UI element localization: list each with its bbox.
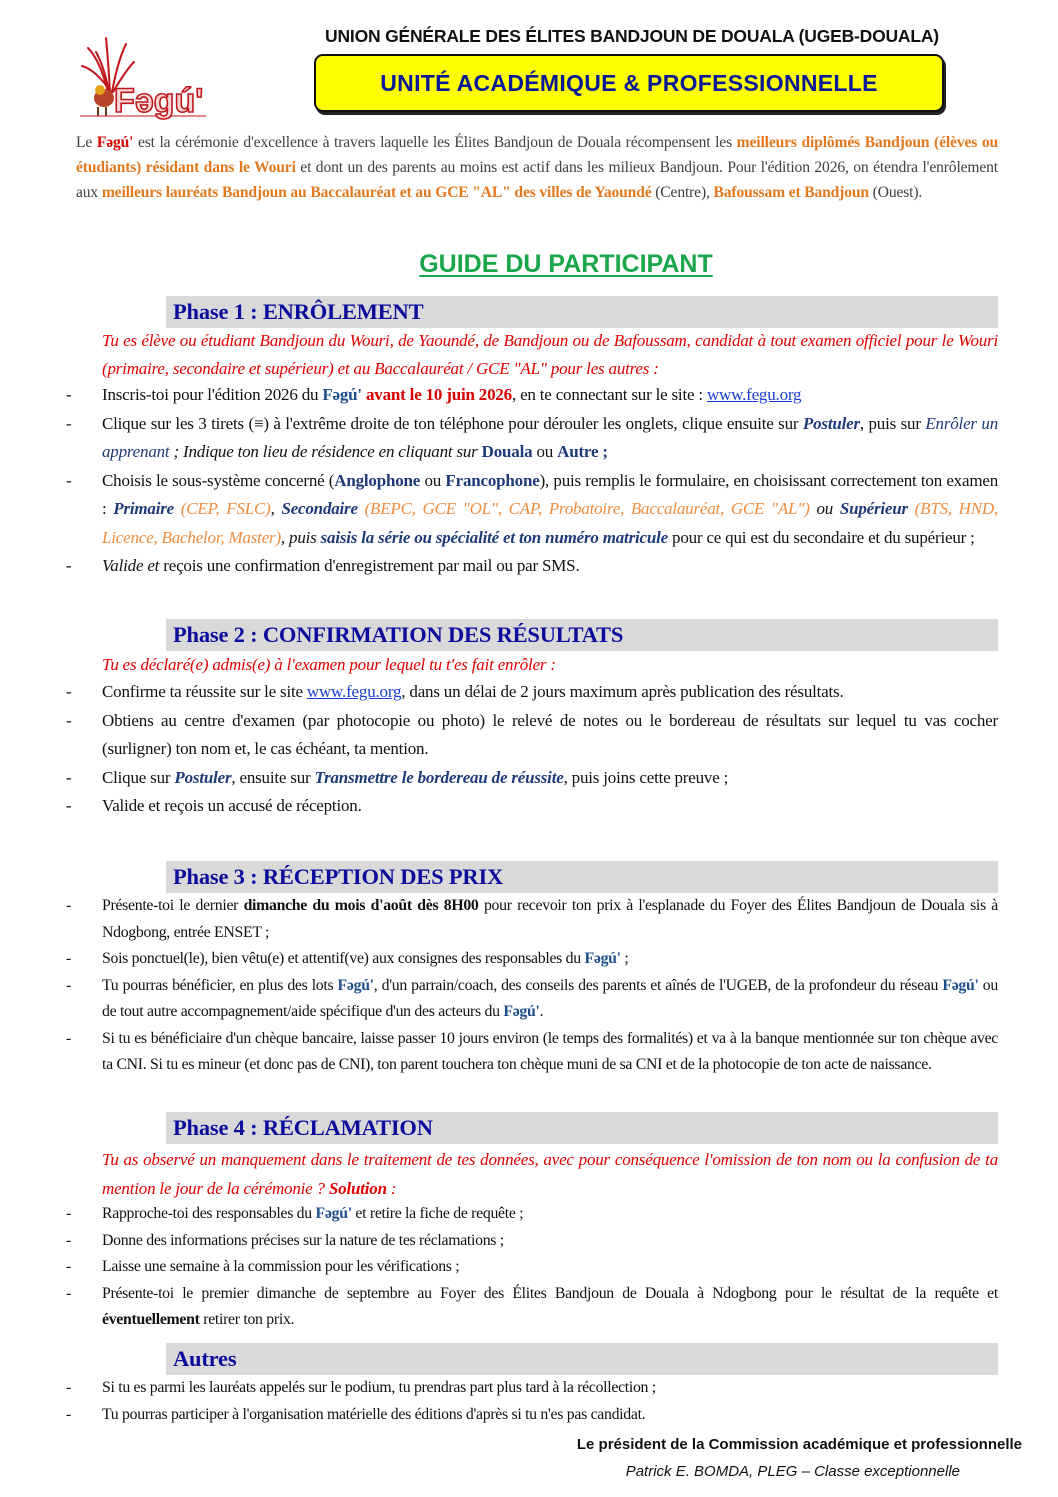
list-item: - Valide et reçois un accusé de réception. xyxy=(66,792,998,821)
guide-title xyxy=(0,250,1058,279)
phase-1-header: Phase 1 : ENRÔLEMENT xyxy=(166,296,998,328)
text: ), puis remplis le formulaire, en choisissant correctement ton examen : xyxy=(102,470,998,518)
text: Inscris-toi pour l'édition 2026 du xyxy=(102,385,323,404)
postuler-label: Postuler xyxy=(174,767,232,787)
list-item: - Laisse une semaine à la commission pour les vérifications ; xyxy=(66,1254,998,1281)
francophone-label: Francophone xyxy=(445,470,540,490)
highlight: Bafoussam et Bandjoun xyxy=(713,184,869,202)
phase-1-list xyxy=(66,381,998,581)
list-item: - Tu pourras participer à l'organisation matérielle des éditions d'après si tu n'es pas candidat. xyxy=(66,1402,998,1429)
text: retirer ton prix. xyxy=(199,1311,295,1328)
text: ou xyxy=(420,470,446,490)
valide-label: Valide et xyxy=(102,556,160,575)
list-item xyxy=(66,973,998,1026)
solution-label: Solution xyxy=(328,1179,387,1198)
text: , xyxy=(270,499,282,518)
phase-2-lead: Tu es déclaré(e) admis(e) à l'examen pour lequel tu t'es fait enrôler : xyxy=(102,655,556,674)
phase-1-lead: Tu es élève ou étudiant Bandjoun du Wouri, de Yaoundé, de Bandjoun ou de Bafoussam, candidat à tout examen officiel pour le Wouri (primaire, secondaire et supérieur) et au Baccalauréat / GCE "AL" pour les autres : xyxy=(102,331,998,378)
text: et retire la fiche de requête ; xyxy=(351,1205,524,1222)
text: Clique sur les 3 tirets (≡) à l'extrême droite de ton téléphone pour dérouler les onglets, clique ensuite sur xyxy=(102,413,803,433)
list-item xyxy=(66,1281,998,1334)
text: (Centre), xyxy=(651,184,714,202)
unit-title: UNITÉ ACADÉMIQUE & PROFESSIONNELLE xyxy=(380,69,878,96)
secondaire-label: Secondaire xyxy=(281,499,358,518)
text: Choisis le sous-système concerné ( xyxy=(102,470,335,490)
primaire-label: Primaire xyxy=(113,499,174,518)
list-item: - Si tu es parmi les lauréats appelés sur le podium, tu prendras part plus tard à la récollection ; xyxy=(66,1375,998,1402)
list-item: - Obtiens au centre d'examen (par photocopie ou photo) le relevé de notes ou le bordereau de résultats sur lequel tu vas cocher (surligner) ton nom et, le cas échéant, ta mention. xyxy=(66,707,998,764)
text: Présente-toi le premier dimanche de septembre au Foyer des Élites Bandjoun de Douala à Ndogbong pour le résultat de la requête et xyxy=(102,1284,998,1302)
superieur-label: Supérieur xyxy=(839,499,908,518)
fagu-brand: Fəgú' xyxy=(942,976,979,994)
autres-list xyxy=(66,1375,998,1428)
deadline: avant le 10 juin 2026 xyxy=(361,385,512,404)
fagu-brand: Fəgú' xyxy=(503,1003,540,1020)
list-item xyxy=(66,410,998,467)
superieur-exams: (BTS, HND, Licence, Bachelor, Master) xyxy=(102,499,998,547)
guide-title-text: GUIDE DU PARTICIPANT xyxy=(419,250,713,278)
fagu-brand: Fəgú' xyxy=(96,134,134,151)
phase-4-lead xyxy=(102,1145,998,1203)
phase-3-header: Phase 3 : RÉCEPTION DES PRIX xyxy=(166,861,998,893)
text: , d'un parrain/coach, des conseils des parents et aînés de l'UGEB, de la profondeur du réseau xyxy=(373,976,943,994)
text: pour recevoir ton prix à l'esplanade du Foyer des Élites Bandjoun de Douala sis à Ndogbong, entrée ENSET ; xyxy=(102,897,998,941)
enroler-label: Enrôler un apprenant xyxy=(102,413,998,461)
signature-role: Le président de la Commission académique et professionnelle xyxy=(576,1436,1022,1453)
text: , dans un délai de 2 jours maximum après publication des résultats. xyxy=(401,682,844,701)
text: , en te connectant sur le site : xyxy=(511,385,707,404)
text: ou xyxy=(809,499,840,518)
autres-header: Autres xyxy=(166,1343,998,1375)
emphasis: éventuellement xyxy=(102,1311,200,1328)
phase-2-header: Phase 2 : CONFIRMATION DES RÉSULTATS xyxy=(166,619,998,651)
date-time: dimanche du mois d'août dès 8H00 xyxy=(243,897,479,914)
fagu-brand: Fəgú' xyxy=(322,385,362,404)
douala-label: Douala xyxy=(481,442,533,461)
anglophone-label: Anglophone xyxy=(334,470,421,490)
text: , ensuite sur xyxy=(231,767,315,787)
fegu-link[interactable]: www.fegu.org xyxy=(306,682,402,701)
text: ou xyxy=(532,442,558,461)
text: et dont un des parents au moins est actif dans les milieux Bandjoun. Pour l'édition 2026, on étendra l'enrôlement aux xyxy=(76,159,998,202)
phase-2-list xyxy=(66,678,998,821)
fagu-brand: Fəgú' xyxy=(337,976,374,994)
intro-paragraph xyxy=(76,130,998,206)
primaire-exams: (CEP, FSLC) xyxy=(174,499,271,518)
fagu-logo xyxy=(78,30,208,120)
autre-label: Autre ; xyxy=(557,442,608,461)
secondaire-exams: (BEPC, GCE "OL", CAP, Probatoire, Baccalauréat, GCE "AL") xyxy=(357,499,810,518)
highlight: meilleurs lauréats Bandjoun au Baccalauréat et au GCE "AL" des villes de Yaoundé xyxy=(101,184,652,202)
text: Sois ponctuel(le), bien vêtu(e) et attentif(ve) aux consignes des responsables du xyxy=(102,950,585,967)
rooster-icon xyxy=(78,30,208,120)
svg-text:Fəgú': Fəgú' xyxy=(114,82,204,120)
phase-4-list xyxy=(66,1201,998,1334)
text: (Ouest). xyxy=(868,184,923,202)
text: : xyxy=(386,1179,397,1198)
postuler-label: Postuler xyxy=(802,413,860,433)
text: ; Indique ton lieu de résidence en cliquant sur xyxy=(169,442,482,461)
text: ; xyxy=(620,950,629,967)
list-item xyxy=(66,381,998,410)
list-item: - Donne des informations précises sur la nature de tes réclamations ; xyxy=(66,1228,998,1255)
text: , puis sur xyxy=(859,413,926,433)
text: , puis joins cette preuve ; xyxy=(563,767,729,787)
fegu-link[interactable]: www.fegu.org xyxy=(706,385,802,404)
text: pour ce qui est du secondaire et du supérieur ; xyxy=(667,527,975,547)
highlight: meilleurs diplômés Bandjoun (élèves ou étudiants) résidant dans le Wouri xyxy=(76,134,998,177)
text: . xyxy=(539,1003,544,1020)
transmettre-label: Transmettre le bordereau de réussite xyxy=(314,767,564,787)
text: Tu pourras bénéficier, en plus des lots xyxy=(102,976,338,994)
text: Le xyxy=(76,134,97,151)
text: reçois une confirmation d'enregistrement par mail ou par SMS. xyxy=(159,556,580,575)
text: Rapproche-toi des responsables du xyxy=(102,1205,316,1222)
unit-banner xyxy=(314,54,944,112)
list-item xyxy=(66,893,998,946)
text: Tu as observé un manquement dans le traitement de tes données, avec pour conséquence l'omission de ton nom ou la confusion de ta mention le jour de la cérémonie ? xyxy=(102,1150,998,1198)
org-title: UNION GÉNÉRALE DES ÉLITES BANDJOUN DE DOUALA (UGEB-DOUALA) xyxy=(325,26,939,46)
fagu-brand: Fəgú' xyxy=(315,1205,352,1222)
list-item xyxy=(66,467,998,553)
list-item xyxy=(66,1201,998,1228)
text: , puis xyxy=(280,527,321,547)
list-item xyxy=(66,946,998,973)
phase-4-header: Phase 4 : RÉCLAMATION xyxy=(166,1112,998,1144)
fagu-brand: Fəgú' xyxy=(584,950,621,967)
text: est la cérémonie d'excellence à travers laquelle les Élites Bandjoun de Douala récompensent les xyxy=(133,134,737,151)
list-item: - Si tu es bénéficiaire d'un chèque bancaire, laisse passer 10 jours environ (le temps des formalités) et va à la banque mentionnée sur ton chèque avec ta CNI. Si tu es mineur (et donc pas de CNI), ton parent touchera ton chèque muni de sa CNI et de la photocopie de ton acte de naissance. xyxy=(66,1026,998,1079)
list-item xyxy=(66,552,998,581)
text: Clique sur xyxy=(102,767,175,787)
signature-name: Patrick E. BOMDA, PLEG – Classe exceptionnelle xyxy=(625,1463,960,1480)
text: Présente-toi le dernier xyxy=(102,897,244,914)
text: Confirme ta réussite sur le site xyxy=(102,682,307,701)
saisis-label: saisis la série ou spécialité et ton numéro matricule xyxy=(320,527,668,547)
text: ou de tout autre accompagnement/aide spécifique d'un des acteurs du xyxy=(102,976,998,1020)
list-item xyxy=(66,764,998,793)
list-item xyxy=(66,678,998,707)
phase-3-list xyxy=(66,893,998,1079)
